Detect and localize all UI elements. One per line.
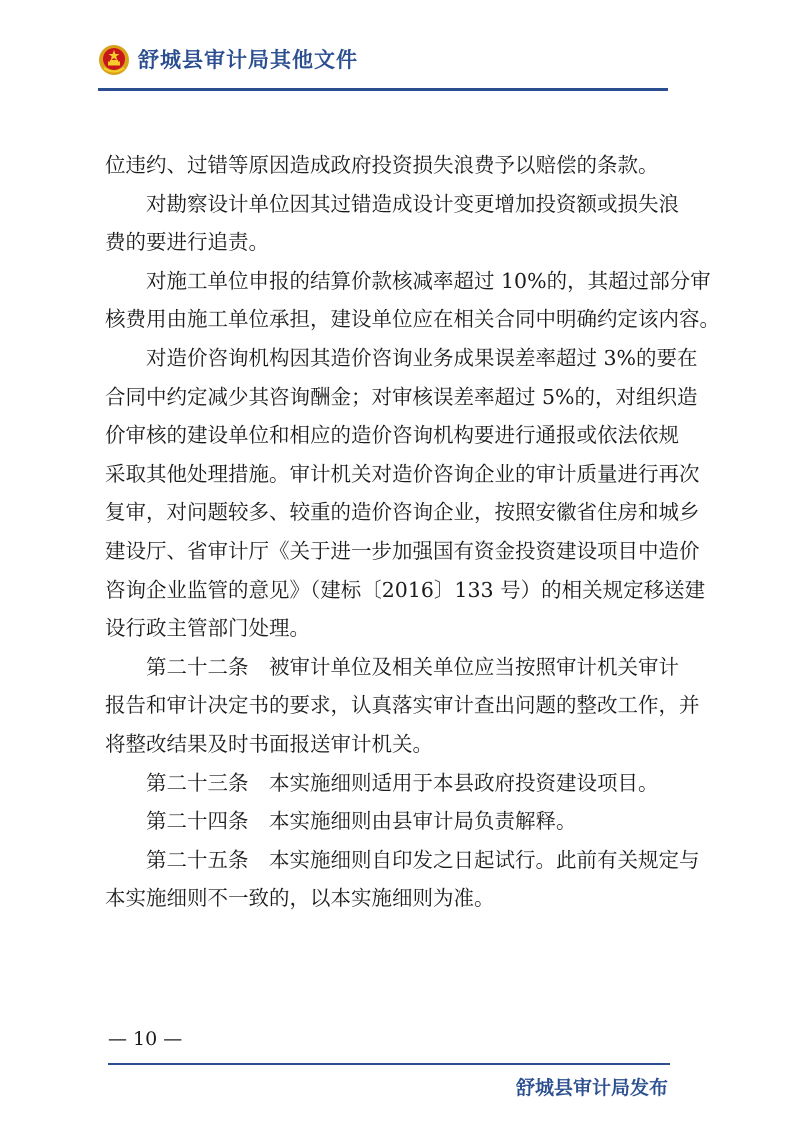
- body-line: 对造价咨询机构因其造价咨询业务成果误差率超过 3%的要在: [105, 345, 698, 370]
- body-line: 第二十五条 本实施细则自印发之日起试行。此前有关规定与: [105, 847, 700, 872]
- body-line: 设行政主管部门处理。: [105, 616, 310, 641]
- body-line: 费的要进行追责。: [105, 230, 269, 255]
- header-divider: [98, 88, 668, 91]
- page-number: — 10 —: [108, 1028, 183, 1050]
- body-line: 建设厅、省审计厅《关于进一步加强国有资金投资建设项目中造价: [105, 538, 700, 563]
- body-line: 对勘察设计单位因其过错造成设计变更增加投资额或损失浪: [105, 191, 679, 216]
- body-line: 复审，对问题较多、较重的造价咨询企业，按照安徽省住房和城乡: [105, 500, 700, 525]
- body-line: 本实施细则不一致的，以本实施细则为准。: [105, 886, 495, 911]
- body-line: 第二十四条 本实施细则由县审计局负责解释。: [105, 809, 577, 834]
- document-body: [105, 146, 720, 918]
- body-line: 将整改结果及时书面报送审计机关。: [105, 731, 433, 756]
- body-line: 采取其他处理措施。审计机关对造价咨询企业的审计质量进行再次: [105, 461, 700, 486]
- document-header: [98, 44, 668, 90]
- body-line: 咨询企业监管的意见》（建标〔2016〕133 号）的相关规定移送建: [105, 577, 706, 602]
- body-line: 报告和审计决定书的要求，认真落实审计查出问题的整改工作，并: [105, 693, 700, 718]
- body-line: 核费用由施工单位承担，建设单位应在相关合同中明确约定该内容。: [105, 307, 720, 332]
- body-line: 价审核的建设单位和相应的造价咨询机构要进行通报或依法依规: [105, 423, 679, 448]
- body-line: 位违约、过错等原因造成政府投资损失浪费予以赔偿的条款。: [105, 153, 659, 177]
- footer-divider: [108, 1063, 670, 1065]
- body-line: 合同中约定减少其咨询酬金；对审核误差率超过 5%的，对组织造: [105, 384, 698, 409]
- body-line: 对施工单位申报的结算价款核减率超过 10%的，其超过部分审: [105, 268, 711, 293]
- national-emblem-icon: [98, 44, 130, 76]
- body-line: 第二十三条 本实施细则适用于本县政府投资建设项目。: [105, 770, 659, 795]
- header-title: 舒城县审计局其他文件: [138, 48, 358, 72]
- footer-publisher: 舒城县审计局发布: [515, 1077, 668, 1099]
- body-line: 第二十二条 被审计单位及相关单位应当按照审计机关审计: [105, 654, 679, 679]
